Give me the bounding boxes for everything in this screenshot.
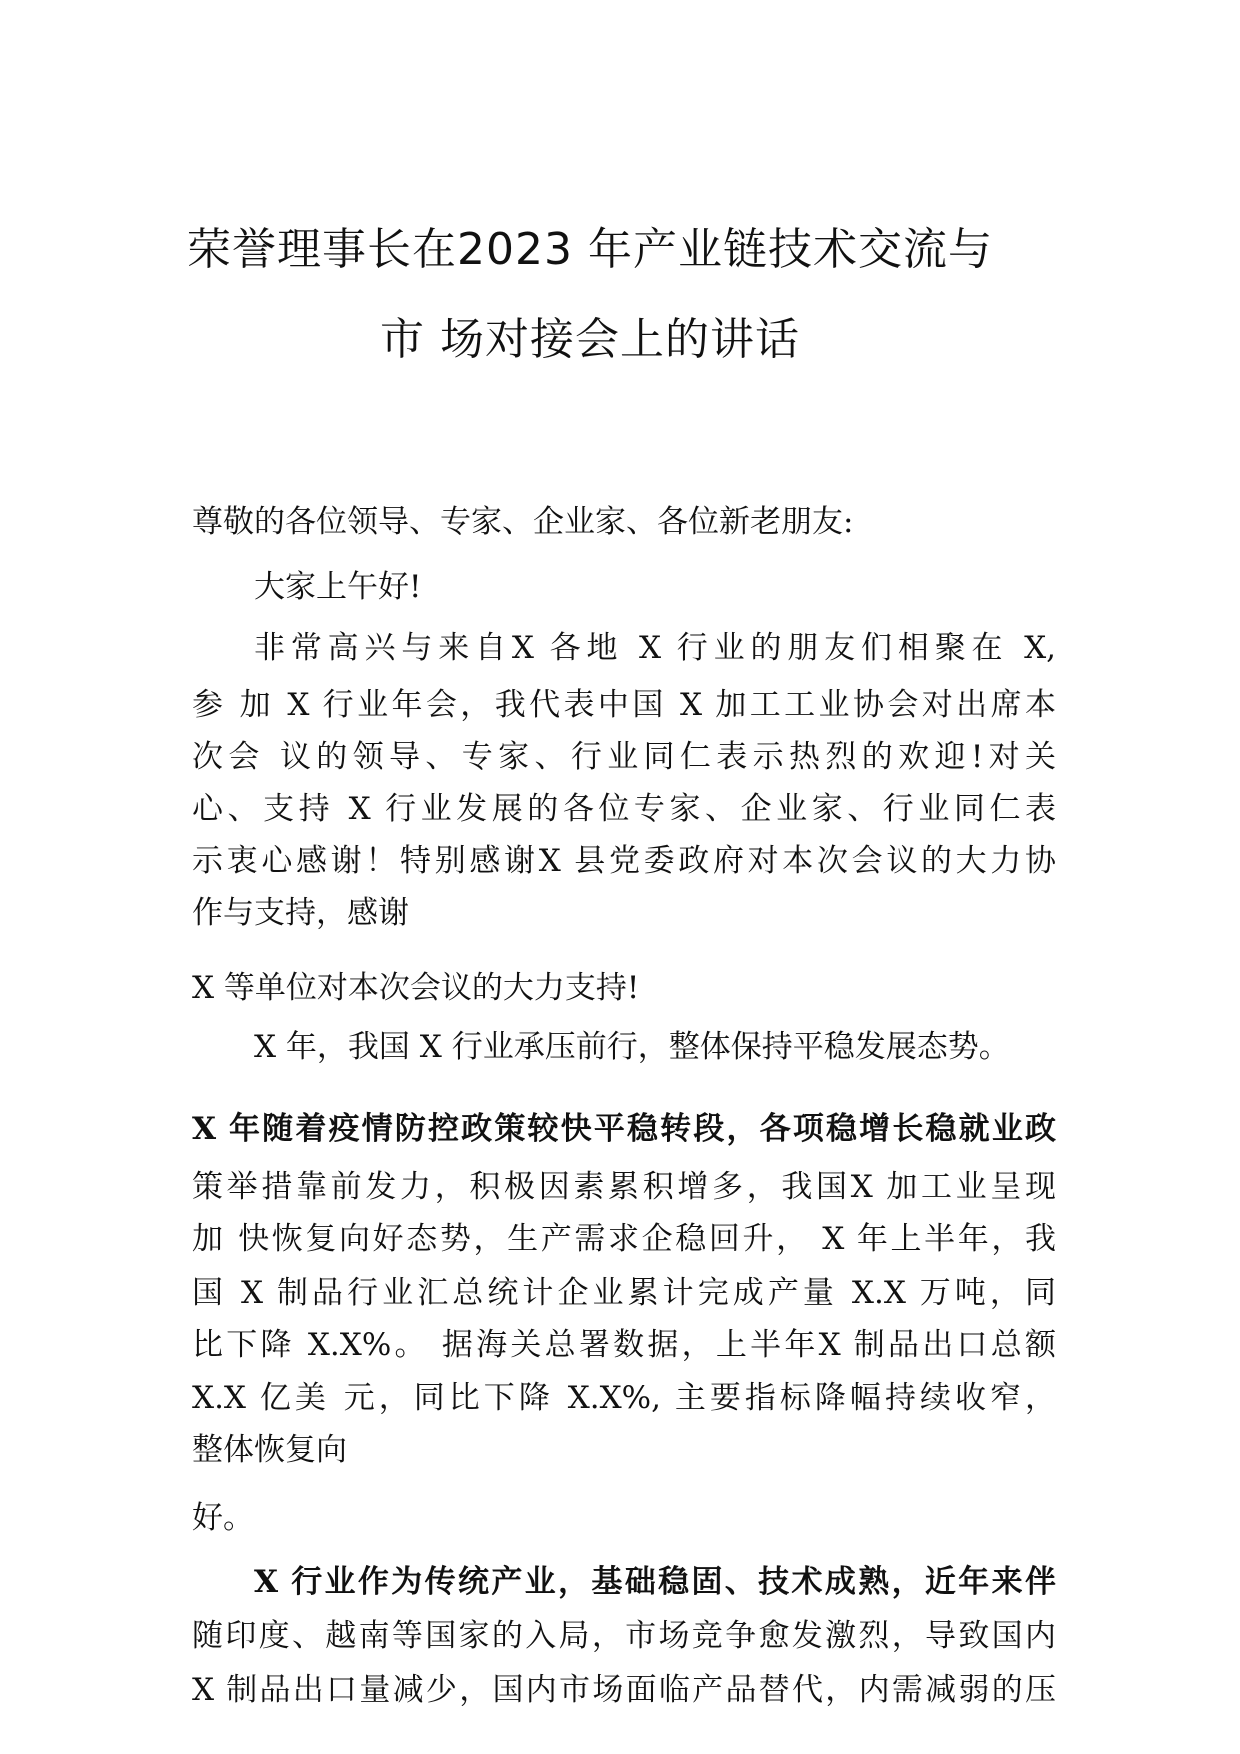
- paragraph-4-line: X 制品出口量减少，国内市场面临产品替代，内需减弱的压: [192, 1672, 1056, 1708]
- paragraph-4-lead: X 行业作为传统产业，基础稳固、技术成熟，近年来伴: [254, 1564, 1056, 1600]
- paragraph-1-line: 心、支持 X 行业发展的各位专家、企业家、行业同仁表: [192, 791, 1056, 827]
- paragraph-3-line: 比下降 X.X%。 据海关总署数据，上半年X 制品出口总额: [192, 1327, 1056, 1363]
- paragraph-3-line: 整体恢复向: [192, 1432, 347, 1468]
- paragraph-3-line: X.X 亿美 元，同比下降 X.X%, 主要指标降幅持续收窄，: [192, 1380, 1056, 1416]
- paragraph-1-line: 示衷心感谢！特别感谢X 县党委政府对本次会议的大力协: [192, 843, 1056, 879]
- salutation: 尊敬的各位领导、专家、企业家、各位新老朋友:: [192, 504, 854, 540]
- paragraph-1-line: 次会 议的领导、专家、行业同仁表示热烈的欢迎!对关: [192, 739, 1056, 775]
- paragraph-1-tail: X 等单位对本次会议的大力支持!: [192, 970, 640, 1006]
- document-title-line-2: 市 场对接会上的讲话: [380, 314, 800, 365]
- paragraph-4-line: 随印度、越南等国家的入局，市场竞争愈发激烈，导致国内: [192, 1618, 1056, 1654]
- paragraph-3-line: 加 快恢复向好态势，生产需求企稳回升， X 年上半年，我: [192, 1221, 1056, 1257]
- paragraph-3-line: 策举措靠前发力，积极因素累积增多，我国X 加工业呈现: [192, 1169, 1056, 1205]
- paragraph-1-line: 参 加 X 行业年会，我代表中国 X 加工工业协会对出席本: [192, 687, 1056, 723]
- document-title-line-1: 荣誉理事长在2023 年产业链技术交流与: [187, 224, 993, 275]
- paragraph-3-line: 国 X 制品行业汇总统计企业累计完成产量 X.X 万吨，同: [192, 1275, 1056, 1311]
- paragraph-1-line: 作与支持，感谢: [192, 895, 409, 931]
- greeting: 大家上午好!: [254, 569, 422, 605]
- paragraph-1-line: 非常高兴与来自X 各地 X 行业的朋友们相聚在 X,: [254, 630, 1056, 666]
- paragraph-2-line: X 年，我国 X 行业承压前行，整体保持平稳发展态势。: [254, 1029, 1010, 1065]
- paragraph-3-tail: 好。: [192, 1500, 254, 1536]
- paragraph-3-lead: X 年随着疫情防控政策较快平稳转段，各项稳增长稳就业政: [192, 1111, 1056, 1147]
